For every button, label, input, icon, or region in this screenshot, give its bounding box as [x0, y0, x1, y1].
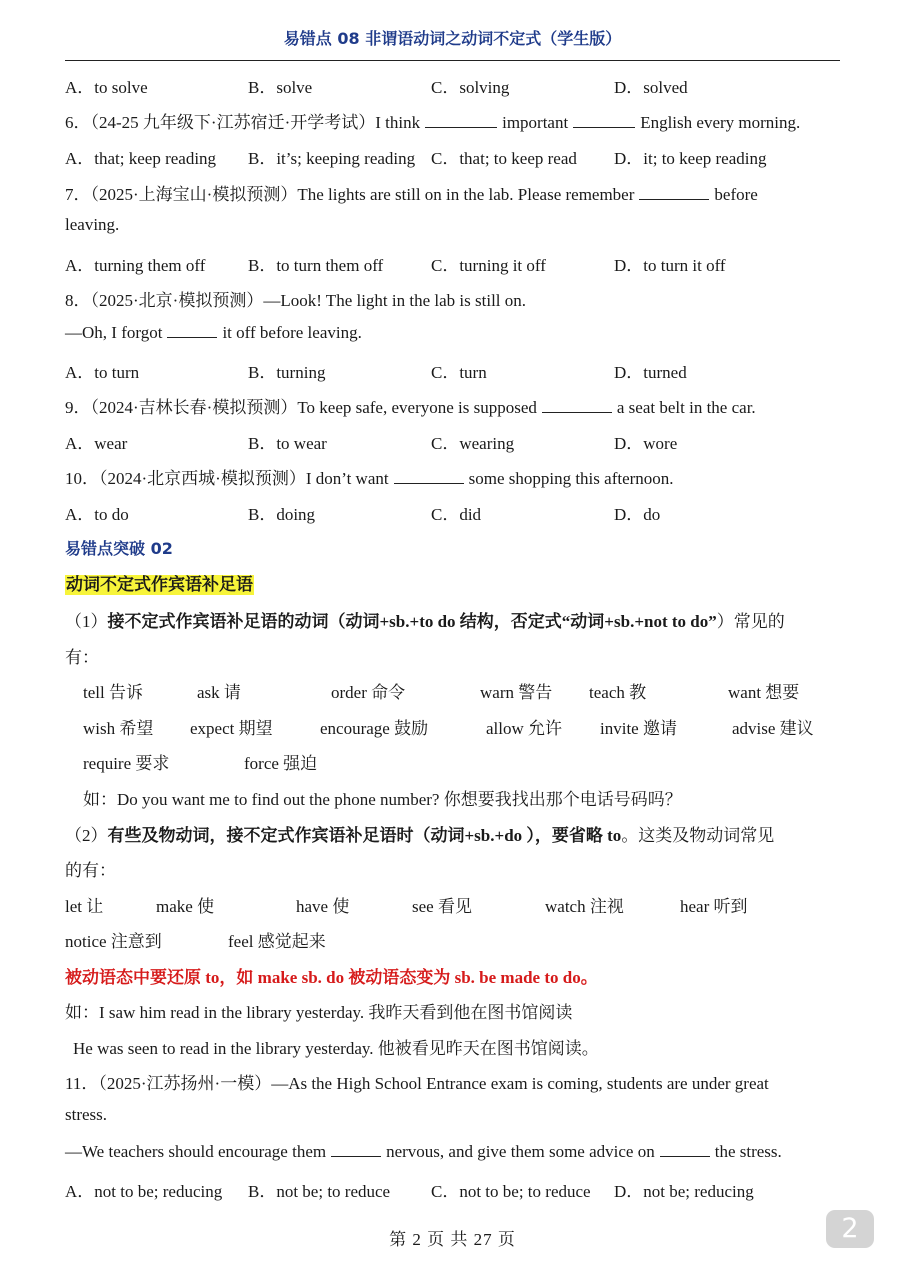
q5-option-a: A．to solve — [65, 78, 148, 97]
verb-let: let 让 — [65, 897, 104, 916]
q6-stem-part2: important — [502, 113, 569, 132]
verb-feel: feel 感觉起来 — [228, 932, 326, 951]
highlighted-topic: 动词不定式作宾语补足语 — [66, 575, 253, 595]
q10-stem-part1: 10．（2024·北京西城·模拟预测）I don’t want — [65, 469, 389, 488]
example1: 如：Do you want me to find out the phone number? 你想要我找出那个电话号码吗？ — [83, 790, 682, 809]
q5-option-d: D．solved — [614, 78, 688, 97]
q8-stem-part1: —Oh, I forgot — [65, 323, 163, 342]
q8-stem-part2: it off before leaving. — [222, 323, 362, 342]
rule1-tail: ）常见的 — [716, 612, 785, 631]
verb-hear: hear 听到 — [680, 897, 748, 916]
q7-stem-part1: 7．（2025·上海宝山·模拟预测）The lights are still on in the lab. Please remember — [65, 185, 635, 204]
verb-ask: ask 请 — [197, 683, 241, 702]
q11-option-a: A．not to be; reducing — [65, 1182, 223, 1201]
section-highlight-title — [65, 570, 254, 595]
q7-option-c: C．turning it off — [431, 256, 546, 275]
q10-option-b: B．doing — [248, 505, 316, 524]
q8-option-a: A．to turn — [65, 363, 140, 382]
q6-blank-2 — [573, 112, 635, 128]
q9-option-c: C．wearing — [431, 434, 515, 453]
verb-warn: warn 警告 — [480, 683, 553, 702]
q10-stem — [65, 464, 674, 489]
verb-have: have 使 — [296, 897, 350, 916]
q8-option-c: C．turn — [431, 363, 487, 382]
q11-stem-part2: nervous, and give them some advice on — [386, 1142, 655, 1161]
verb-advise: advise 建议 — [732, 719, 814, 738]
verb-allow: allow 允许 — [486, 719, 563, 738]
q6-stem-part3: English every morning. — [640, 113, 801, 132]
q6-stem-part1: 6．（24-25 九年级下·江苏宿迁·开学考试）I think — [65, 113, 421, 132]
page-number-badge: 2 — [826, 1210, 874, 1248]
header-divider — [65, 60, 840, 61]
q6-stem — [65, 108, 800, 133]
q7-option-d: D．to turn it off — [614, 256, 726, 275]
q11-blank-2 — [660, 1141, 710, 1157]
verb-wish: wish 希望 — [83, 719, 154, 738]
example2-passive: He was seen to read in the library yesterday. 他被看见昨天在图书馆阅读。 — [73, 1039, 599, 1058]
q9-stem — [65, 393, 756, 418]
q11-option-d: D．not be; reducing — [614, 1182, 754, 1201]
verb-want: want 想要 — [728, 683, 800, 702]
verb-require: require 要求 — [83, 754, 170, 773]
verb-tell: tell 告诉 — [83, 683, 143, 702]
q11-stem-line2: stress. — [65, 1105, 108, 1124]
verb-encourage: encourage 鼓励 — [320, 719, 429, 738]
q10-blank — [394, 468, 464, 484]
q9-stem-part2: a seat belt in the car. — [616, 398, 756, 417]
rule2-tail: 。这类及物动词常见 — [621, 826, 775, 845]
q7-stem — [65, 180, 758, 205]
q6-blank-1 — [425, 112, 497, 128]
q8-option-d: D．turned — [614, 363, 687, 382]
q10-option-c: C．did — [431, 505, 482, 524]
rule2-line1 — [65, 821, 774, 846]
q6-option-c: C．that; to keep read — [431, 149, 577, 168]
passive-voice-note: 被动语态中要还原 to，如 make sb. do 被动语态变为 sb. be made to do。 — [65, 968, 598, 987]
verb-teach: teach 教 — [589, 683, 647, 702]
rule2-line2: 的有： — [65, 861, 116, 880]
rule1-line2: 有： — [65, 648, 99, 667]
q11-option-b: B．not be; to reduce — [248, 1182, 391, 1201]
q10-option-d: D．do — [614, 505, 661, 524]
q9-blank — [542, 397, 612, 413]
q11-stem-part1: —We teachers should encourage them — [65, 1142, 327, 1161]
q11-stem-part3: the stress. — [714, 1142, 782, 1161]
q9-option-b: B．to wear — [248, 434, 327, 453]
verb-watch: watch 注视 — [545, 897, 624, 916]
q7-stem-part2: before — [714, 185, 758, 204]
verb-make: make 使 — [156, 897, 215, 916]
q11-option-c: C．not to be; to reduce — [431, 1182, 591, 1201]
q10-option-a: A．to do — [65, 505, 129, 524]
rule1-bold-text: 接不定式作宾语补足语的动词（动词+sb.+to do 结构，否定式“动词+sb.+not to do” — [107, 612, 717, 631]
q7-stem-line2: leaving. — [65, 215, 120, 234]
verb-expect: expect 期望 — [190, 719, 273, 738]
q8-stem-line2 — [65, 322, 362, 343]
q6-option-d: D．it; to keep reading — [614, 149, 767, 168]
page-footer: 第 2 页 共 27 页 — [389, 1230, 516, 1249]
verb-force: force 强迫 — [244, 754, 318, 773]
rule1-line1 — [65, 607, 785, 632]
rule2-bold-text: 有些及物动词，接不定式作宾语补足语时（动词+sb.+do ），要省略 to — [107, 826, 622, 845]
q8-stem-line1: 8．（2025·北京·模拟预测）—Look! The light in the lab is still on. — [65, 291, 527, 310]
q5-option-c: C．solving — [431, 78, 510, 97]
example2-active: 如：I saw him read in the library yesterday. 我昨天看到他在图书馆阅读 — [65, 1003, 573, 1022]
q11-blank-1 — [331, 1141, 381, 1157]
q5-option-b: B．solve — [248, 78, 313, 97]
q7-option-b: B．to turn them off — [248, 256, 384, 275]
q11-stem-line3 — [65, 1141, 782, 1162]
verb-order: order 命令 — [331, 683, 406, 702]
q9-option-a: A．wear — [65, 434, 128, 453]
q8-option-b: B．turning — [248, 363, 326, 382]
q11-stem-line1: 11．（2025·江苏扬州·一模）—As the High School Entrance exam is coming, students are under great — [65, 1074, 769, 1093]
verb-invite: invite 邀请 — [600, 719, 677, 738]
q9-stem-part1: 9．（2024·吉林长春·模拟预测）To keep safe, everyone is supposed — [65, 398, 537, 417]
q8-blank — [167, 322, 217, 338]
section-heading: 易错点突破 02 — [65, 539, 173, 558]
q7-blank — [639, 184, 709, 200]
verb-notice: notice 注意到 — [65, 932, 162, 951]
q6-option-b: B．it’s; keeping reading — [248, 149, 416, 168]
q7-option-a: A．turning them off — [65, 256, 206, 275]
q9-option-d: D．wore — [614, 434, 678, 453]
document-header-title: 易错点 08 非谓语动词之动词不定式（学生版） — [283, 29, 622, 48]
q10-stem-part2: some shopping this afternoon. — [468, 469, 674, 488]
rule1-number: （1） — [65, 612, 108, 631]
q6-option-a: A．that; keep reading — [65, 149, 217, 168]
verb-see: see 看见 — [412, 897, 472, 916]
rule2-number: （2） — [65, 826, 108, 845]
